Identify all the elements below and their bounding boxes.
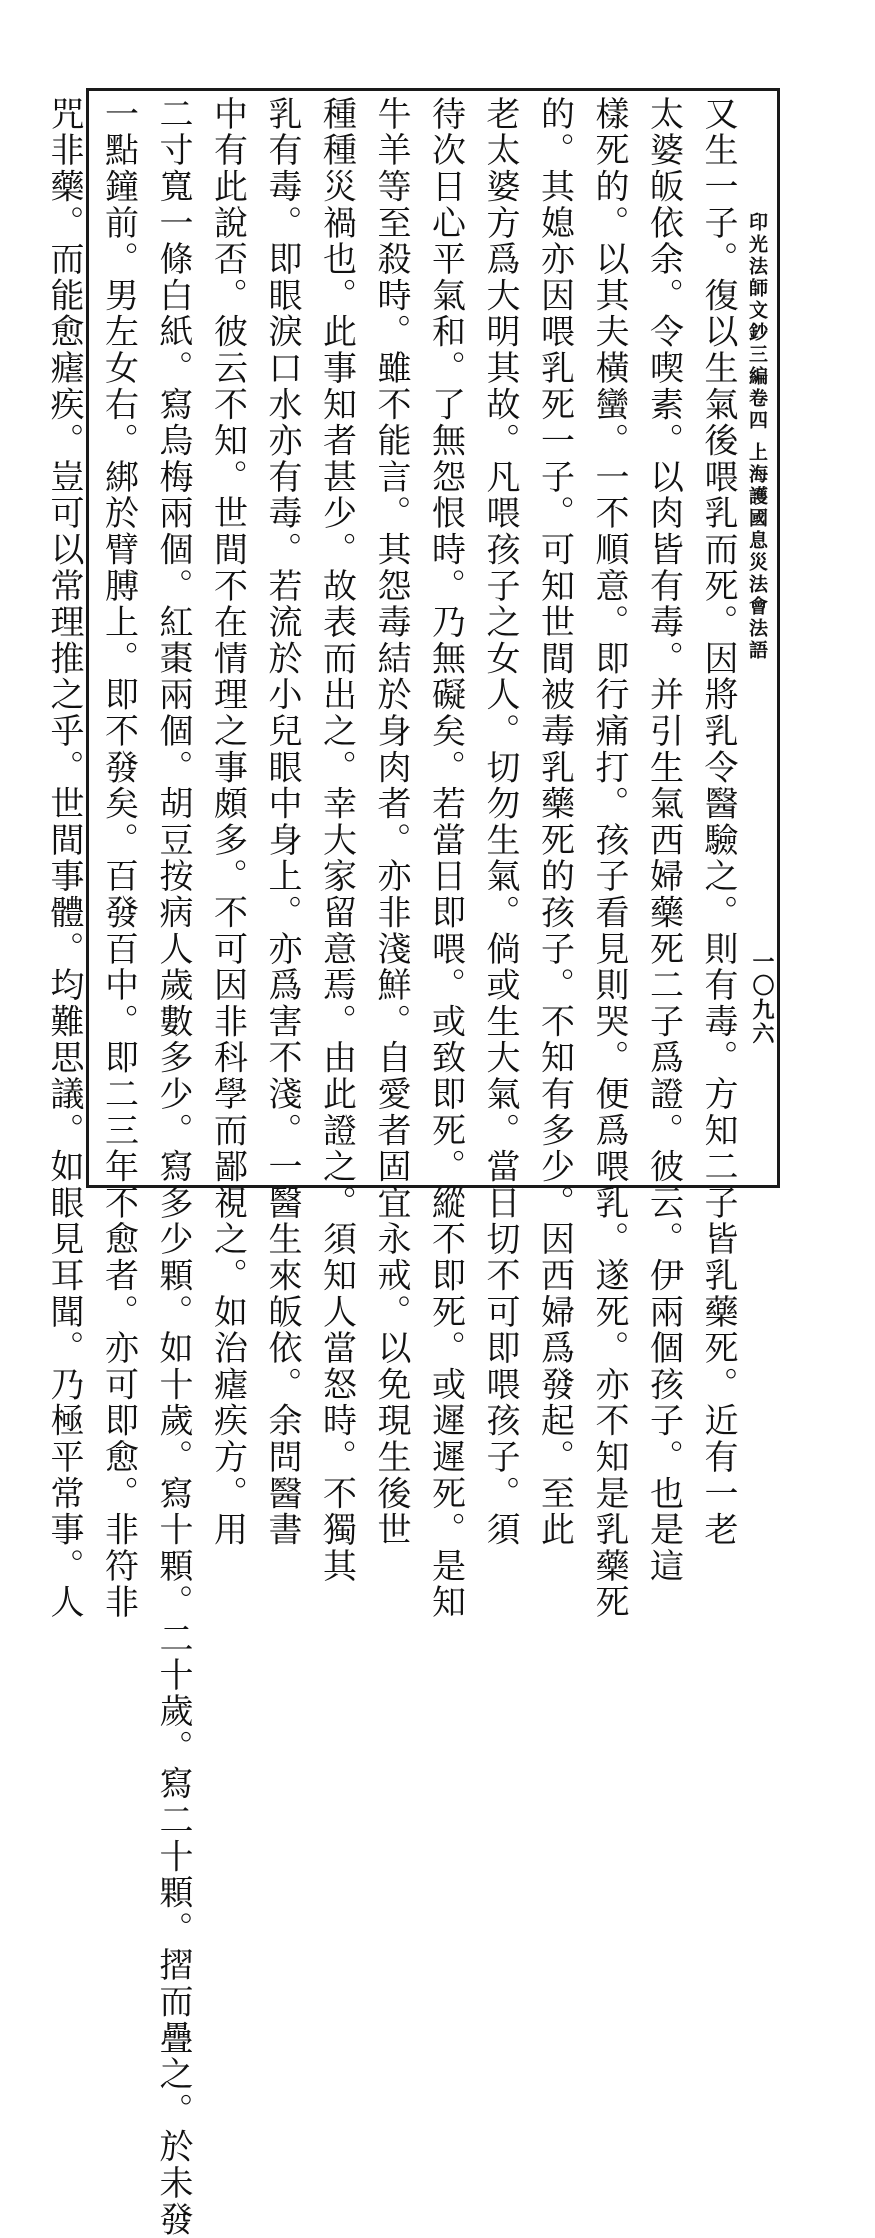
- section-title: 上海護國息災法會法語: [746, 441, 768, 662]
- text-column-13: 咒非藥。而能愈瘧疾。豈可以常理推之乎。世間事體。均難思議。如眼見耳聞。乃極平常事。人: [44, 96, 84, 1621]
- text-column-8: 種種災禍也。此事知者甚少。故表而出之。幸大家留意焉。由此證之。須知人當怒時。不獨其: [316, 96, 357, 1585]
- running-head: [743, 212, 771, 662]
- text-column-10: 中有此說否。彼云不知。世間不在情理之事頗多。不可因非科學而鄙視之。如治瘧疾方。用: [207, 96, 248, 1548]
- text-column-4: 的。其媳亦因喂乳死一子。可知世間被毒乳藥死的孩子。不知有多少。因西婦爲發起。至此: [534, 96, 575, 1548]
- body-text: [44, 96, 745, 2238]
- text-column-6: 待次日心平氣和。了無怨恨時。乃無礙矣。若當日即喂。或致即死。縱不即死。或遲遲死。是知: [425, 96, 466, 1621]
- text-column-11: 二寸寬一條白紙。寫烏梅兩個。紅棗兩個。胡豆按病人歲數多少。寫多少顆。如十歲。寫十顆。二十歲。寫二十顆。摺而疊之。於未發: [153, 96, 193, 2238]
- page-number: 一〇九六: [749, 950, 775, 1046]
- text-column-2: 太婆皈依余。令喫素。以肉皆有毒。并引生氣西婦藥死二子爲證。彼云。伊兩個孩子。也是這: [643, 96, 684, 1585]
- book-title: 印光法師文鈔三編卷四: [746, 212, 768, 432]
- text-column-5: 老太婆方爲大明其故。凡喂孩子之女人。切勿生氣。倘或生大氣。當日切不可即喂孩子。須: [480, 96, 520, 1548]
- text-column-7: 牛羊等至殺時。雖不能言。其怨毒結於身肉者。亦非淺鮮。自愛者固宜永戒。以免現生後世: [371, 96, 411, 1548]
- text-column-1: 又生一子。復以生氣後喂乳而死。因將乳令醫驗之。則有毒。方知二子皆乳藥死。近有一老: [698, 96, 738, 1548]
- text-column-3: 樣死的。以其夫橫蠻。一不順意。即行痛打。孩子看見則哭。便爲喂乳。遂死。亦不知是乳藥死: [589, 96, 629, 1621]
- text-column-9: 乳有毒。即眼淚口水亦有毒。若流於小兒眼中身上。亦爲害不淺。一醫生來皈依。余問醫書: [262, 96, 302, 1548]
- text-column-12: 一點鐘前。男左女右。綁於臂膊上。即不發矣。百發百中。即二三年不愈者。亦可即愈。非符非: [98, 96, 139, 1621]
